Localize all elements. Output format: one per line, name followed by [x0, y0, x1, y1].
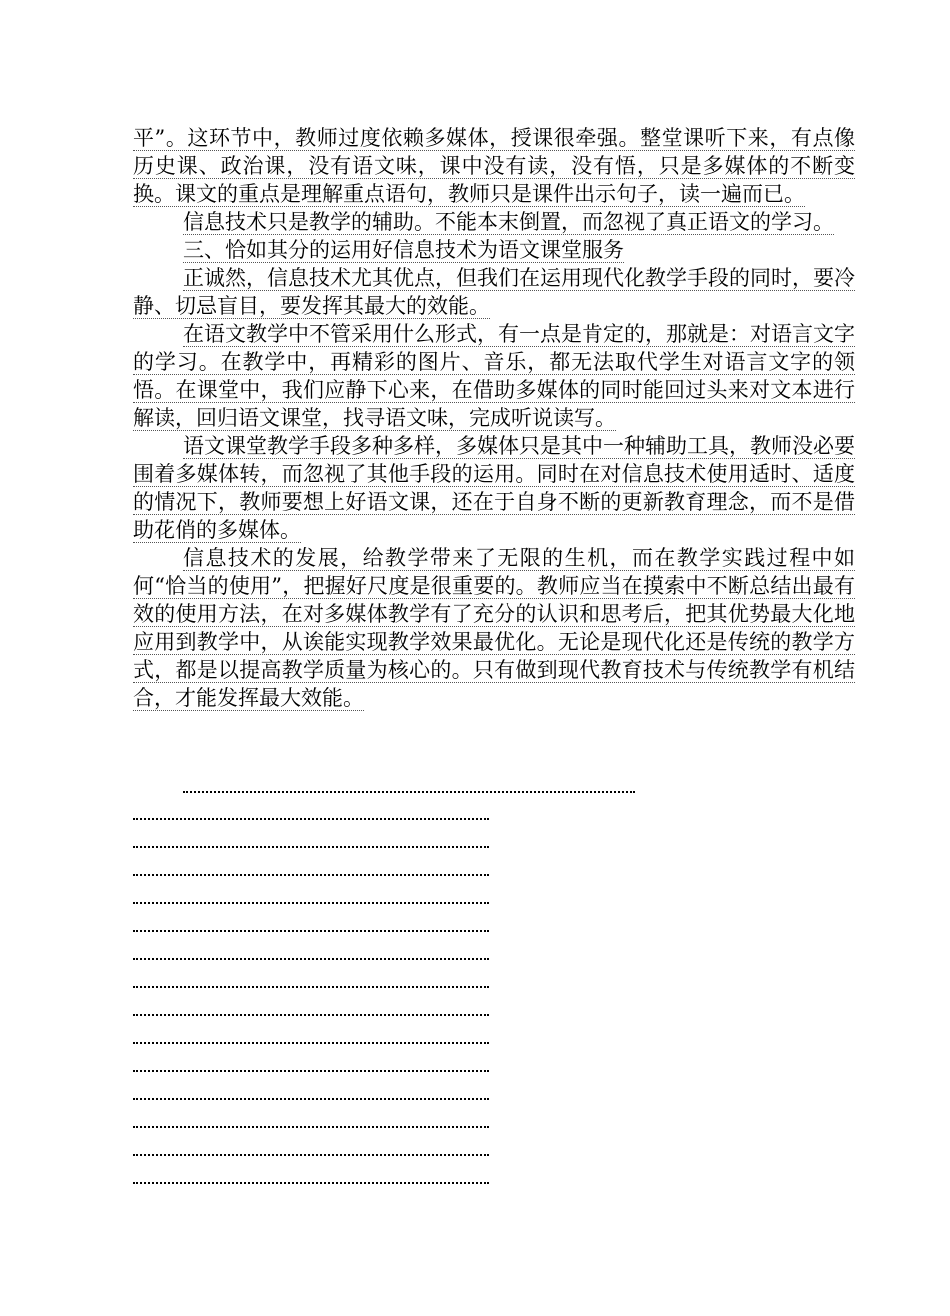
dotted-line	[133, 929, 489, 932]
dotted-line	[133, 873, 489, 876]
document-body	[133, 124, 855, 712]
dotted-line	[133, 1125, 489, 1128]
dotted-line	[133, 845, 489, 848]
paragraph-2: 正诚然，信息技术尤其优点，但我们在运用现代化教学手段的同时，要冷静、切忌盲目，要发挥其最大的效能。	[133, 266, 855, 318]
dotted-line	[133, 1069, 489, 1072]
paragraph-1: 信息技术只是教学的辅助。不能本末倒置，而忽视了真正语文的学习。	[183, 210, 834, 234]
paragraph-5: 信息技术的发展，给教学带来了无限的生机，而在教学实践过程中如何“恰当的使用”，把握好尺度是很重要的。教师应当在摸索中不断总结出最有效的使用方法，在对多媒体教学有了充分的认识和思考后，把其优势最大化地应用到教学中，从诶能实现教学效果最优化。无论是现代化还是传统的教学方式，都是以提高教学质量为核心的。只有做到现代教育技术与传统教学有机结合，才能发挥最大效能。	[133, 546, 855, 710]
dotted-line	[133, 1097, 489, 1100]
paragraph-continuation: 平”。这环节中，教师过度依赖多媒体，授课很牵强。整堂课听下来，有点像历史课、政治课，没有语文味，课中没有读，没有悟，只是多媒体的不断变换。课文的重点是理解重点语句，教师只是课件出示句子，读一遍而已。	[133, 126, 855, 206]
dotted-line	[133, 957, 489, 960]
dotted-line	[133, 817, 489, 820]
dotted-line	[133, 1041, 489, 1044]
dotted-line	[133, 1181, 489, 1184]
dotted-line	[133, 901, 489, 904]
paragraph-3: 在语文教学中不管采用什么形式，有一点是肯定的，那就是：对语言文字的学习。在教学中，再精彩的图片、音乐，都无法取代学生对语言文字的领悟。在课堂中，我们应静下心来，在借助多媒体的同时能回过头来对文本进行解读，回归语文课堂，找寻语文味，完成听说读写。	[133, 322, 855, 430]
dotted-line	[133, 1153, 489, 1156]
dotted-line	[133, 985, 489, 988]
dotted-line	[133, 1013, 489, 1016]
paragraph-4: 语文课堂教学手段多种多样，多媒体只是其中一种辅助工具，教师没必要围着多媒体转，而忽视了其他手段的运用。同时在对信息技术使用适时、适度的情况下，教师要想上好语文课，还在于自身不断的更新教育理念，而不是借助花俏的多媒体。	[133, 434, 855, 542]
section-heading: 三、恰如其分的运用好信息技术为语文课堂服务	[183, 238, 624, 262]
dotted-line	[183, 790, 635, 793]
